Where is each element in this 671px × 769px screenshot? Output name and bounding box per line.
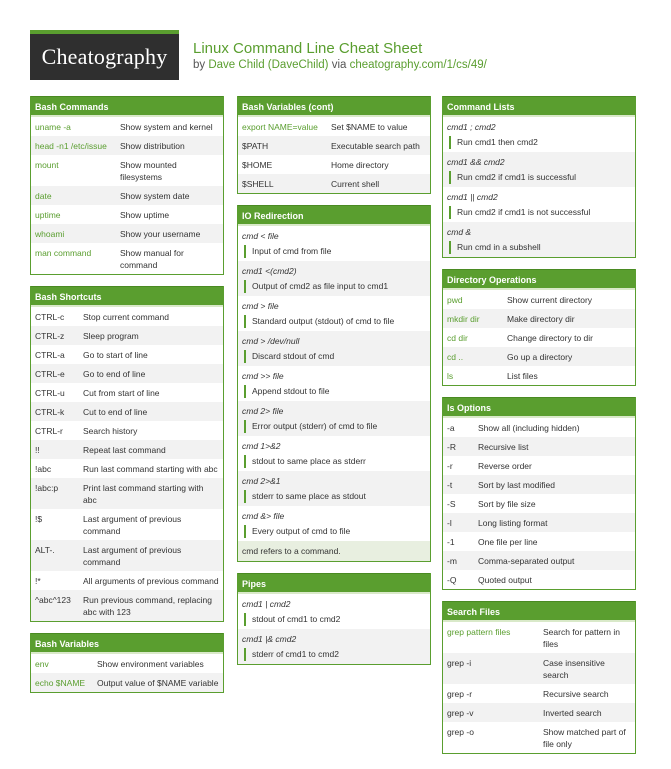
pairs (443, 117, 635, 257)
cheatography-logo[interactable]: Cheatography (30, 30, 179, 80)
table-row (31, 224, 223, 243)
description: Sort by file size (478, 499, 536, 509)
table-row (443, 456, 635, 475)
bash-variables-cont-section (237, 96, 431, 194)
description: Output value of $NAME variable (97, 678, 219, 688)
description: Make directory dir (507, 314, 575, 324)
description: Go to start of line (83, 350, 148, 360)
table-row (31, 155, 223, 186)
table-row (443, 437, 635, 456)
description: Run cmd1 then cmd2 (449, 136, 631, 149)
shortcut: CTRL-e (35, 369, 65, 379)
description: Last argument of previous command (83, 545, 182, 567)
command: cmd1 <(cmd2) (242, 266, 297, 276)
description: Recursive search (543, 689, 609, 699)
shortcut: !* (35, 576, 41, 586)
byline (193, 57, 487, 73)
command: cmd1 && cmd2 (447, 157, 505, 167)
shortcut: CTRL-a (35, 350, 65, 360)
description: Set $NAME to value (331, 122, 408, 132)
command: grep -v (447, 708, 474, 718)
table-row (31, 117, 223, 136)
command: grep -r (447, 689, 473, 699)
table-row (31, 478, 223, 509)
shortcut: CTRL-z (35, 331, 65, 341)
table-row (31, 402, 223, 421)
list-item (238, 331, 430, 366)
description: Go up a directory (507, 352, 573, 362)
description: stdout of cmd1 to cmd2 (244, 613, 426, 626)
description: Output of cmd2 as file input to cmd1 (244, 280, 426, 293)
list-item (443, 187, 635, 222)
table-row (443, 290, 635, 309)
list-item (238, 594, 430, 629)
option: -Q (447, 575, 457, 585)
rows (31, 117, 223, 274)
list-item (443, 152, 635, 187)
author-link[interactable]: Dave Child (DaveChild) (208, 59, 329, 71)
table-row (443, 551, 635, 570)
url-link[interactable]: cheatography.com/1/cs/49/ (349, 59, 487, 71)
description: Show manual for command (120, 248, 184, 270)
list-item (238, 436, 430, 471)
table-row (443, 653, 635, 684)
command: whoami (35, 229, 65, 239)
description: Show distribution (120, 141, 185, 151)
list-item (238, 401, 430, 436)
description: Sleep program (83, 331, 139, 341)
description: Run cmd in a subshell (449, 241, 631, 254)
table-row (443, 622, 635, 653)
list-item (443, 222, 635, 257)
variable-command: env (35, 659, 49, 669)
section-title: ls Options (443, 397, 635, 418)
shortcut: CTRL-u (35, 388, 65, 398)
description: Every output of cmd to file (244, 525, 426, 538)
table-row (31, 590, 223, 621)
command: man command (35, 248, 92, 258)
command: date (35, 191, 52, 201)
description: Home directory (331, 160, 389, 170)
table-row (31, 136, 223, 155)
shortcut: !! (35, 445, 40, 455)
rows (443, 622, 635, 753)
description: stderr of cmd1 to cmd2 (244, 648, 426, 661)
option: -t (447, 480, 453, 490)
table-row (31, 383, 223, 402)
description: Stop current command (83, 312, 169, 322)
table-row (443, 494, 635, 513)
description: Run cmd2 if cmd1 is not successful (449, 206, 631, 219)
description: Show all (including hidden) (478, 423, 580, 433)
shortcut: !abc:p (35, 483, 59, 493)
command: cmd &> file (242, 511, 285, 521)
command: mkdir dir (447, 314, 480, 324)
command: ls (447, 371, 454, 381)
command: grep -o (447, 727, 474, 737)
command: cmd 2>&1 (242, 476, 281, 486)
ls-options-section (442, 397, 636, 590)
option: -l (447, 518, 452, 528)
description: Change directory to dir (507, 333, 593, 343)
section-title: Bash Shortcuts (31, 286, 223, 307)
command: cmd > /dev/null (242, 336, 300, 346)
command: uname -a (35, 122, 71, 132)
table-row (443, 513, 635, 532)
shortcut: ^abc^123 (35, 595, 71, 605)
description: Append stdout to file (244, 385, 426, 398)
description: Show system and kernel (120, 122, 213, 132)
description: List files (507, 371, 538, 381)
table-row (31, 364, 223, 383)
section-title: Bash Variables (cont) (238, 96, 430, 117)
list-item (238, 296, 430, 331)
rows (31, 654, 223, 692)
description: Show matched part of file only (543, 727, 626, 749)
command: pwd (447, 295, 463, 305)
table-row (443, 703, 635, 722)
pairs (238, 226, 430, 541)
table-row (443, 366, 635, 385)
option: -r (447, 461, 453, 471)
description: stdout to same place as stderr (244, 455, 426, 468)
by-label: by (193, 59, 206, 71)
table-row (31, 540, 223, 571)
header (193, 40, 487, 73)
rows (443, 290, 635, 385)
directory-operations-section (442, 269, 636, 386)
option: -R (447, 442, 456, 452)
description: Show uptime (120, 210, 170, 220)
table-row (31, 307, 223, 326)
description: Show your username (120, 229, 201, 239)
table-row (443, 532, 635, 551)
description: Search history (83, 426, 138, 436)
table-row (443, 722, 635, 753)
list-item (238, 471, 430, 506)
command: cmd1 |& cmd2 (242, 634, 297, 644)
command: grep pattern files (447, 627, 511, 637)
command: cmd & (447, 227, 472, 237)
shortcut: CTRL-k (35, 407, 65, 417)
description: One file per line (478, 537, 538, 547)
list-item (238, 629, 430, 664)
shortcut: CTRL-c (35, 312, 65, 322)
bash-commands-section (30, 96, 224, 275)
command: cmd 2> file (242, 406, 284, 416)
description: Print last command starting with abc (83, 483, 204, 505)
table-row (31, 673, 223, 692)
pipes-section (237, 573, 431, 665)
description: Standard output (stdout) of cmd to file (244, 315, 426, 328)
section-title: Pipes (238, 573, 430, 594)
table-row (31, 459, 223, 478)
shortcut: ALT-. (35, 545, 55, 555)
command: cmd1 || cmd2 (447, 192, 498, 202)
description: Show current directory (507, 295, 593, 305)
table-row (238, 117, 430, 136)
rows (31, 307, 223, 621)
description: Discard stdout of cmd (244, 350, 426, 363)
command: uptime (35, 210, 61, 220)
table-row (31, 326, 223, 345)
table-row (31, 440, 223, 459)
io-redirection-section (237, 205, 431, 562)
list-item (238, 506, 430, 541)
command: grep -i (447, 658, 472, 668)
command: mount (35, 160, 59, 170)
section-note: cmd refers to a command. (238, 541, 430, 561)
command: cmd 1>&2 (242, 441, 281, 451)
variable: $HOME (242, 160, 273, 170)
shortcut: !$ (35, 514, 43, 524)
description: All arguments of previous command (83, 576, 219, 586)
table-row (443, 570, 635, 589)
option: -a (447, 423, 455, 433)
table-row (31, 205, 223, 224)
description: Sort by last modified (478, 480, 556, 490)
pairs (238, 594, 430, 664)
section-title: Bash Commands (31, 96, 223, 117)
column-3 (442, 96, 636, 765)
table-row (443, 684, 635, 703)
table-row (443, 328, 635, 347)
command: head -n1 /etc/issue (35, 141, 107, 151)
description: Run cmd2 if cmd1 is successful (449, 171, 631, 184)
description: Run last command starting with abc (83, 464, 218, 474)
table-row (443, 309, 635, 328)
table-row (238, 136, 430, 155)
description: stderr to same place as stdout (244, 490, 426, 503)
section-title: Command Lists (443, 96, 635, 117)
table-row (238, 155, 430, 174)
command: cmd1 ; cmd2 (447, 122, 496, 132)
table-row (31, 509, 223, 540)
description: Repeat last command (83, 445, 166, 455)
table-row (443, 418, 635, 437)
description: Comma-separated output (478, 556, 575, 566)
description: Error output (stderr) of cmd to file (244, 420, 426, 433)
table-row (31, 654, 223, 673)
description: Last argument of previous command (83, 514, 182, 536)
table-row (443, 475, 635, 494)
description: Show system date (120, 191, 190, 201)
description: Cut to end of line (83, 407, 148, 417)
command: cd .. (447, 352, 464, 362)
description: Show mounted filesystems (120, 160, 177, 182)
description: Run previous command, replacing abc with 123 (83, 595, 212, 617)
description: Recursive list (478, 442, 529, 452)
via-label: via (331, 59, 347, 71)
section-title: Directory Operations (443, 269, 635, 290)
rows (238, 117, 430, 193)
description: Long listing format (478, 518, 548, 528)
description: Reverse order (478, 461, 532, 471)
table-row (31, 421, 223, 440)
shortcut: !abc (35, 464, 52, 474)
option: -1 (447, 537, 455, 547)
description: Executable search path (331, 141, 420, 151)
option: -m (447, 556, 457, 566)
list-item (238, 366, 430, 401)
description: Quoted output (478, 575, 532, 585)
list-item (238, 226, 430, 261)
command: cd dir (447, 333, 468, 343)
description: Show environment variables (97, 659, 204, 669)
bash-shortcuts-section (30, 286, 224, 622)
section-title: IO Redirection (238, 205, 430, 226)
table-row (31, 186, 223, 205)
table-row (443, 347, 635, 366)
command: cmd > file (242, 301, 279, 311)
description: Cut from start of line (83, 388, 160, 398)
section-title: Bash Variables (31, 633, 223, 654)
table-row (31, 571, 223, 590)
section-title: Search Files (443, 601, 635, 622)
shortcut: CTRL-r (35, 426, 63, 436)
column-2 (237, 96, 431, 676)
option: -S (447, 499, 456, 509)
search-files-section (442, 601, 636, 754)
description: Inverted search (543, 708, 602, 718)
command: cmd1 | cmd2 (242, 599, 291, 609)
description: Current shell (331, 179, 380, 189)
description: Case insensitive search (543, 658, 605, 680)
description: Search for pattern in files (543, 627, 621, 649)
variable: $SHELL (242, 179, 274, 189)
table-row (31, 243, 223, 274)
table-row (238, 174, 430, 193)
command: cmd >> file (242, 371, 284, 381)
bash-variables-section (30, 633, 224, 693)
command-lists-section (442, 96, 636, 258)
table-row (31, 345, 223, 364)
page-title: Linux Command Line Cheat Sheet (193, 40, 423, 57)
description: Input of cmd from file (244, 245, 426, 258)
rows (443, 418, 635, 589)
column-1 (30, 96, 224, 704)
variable-command: echo $NAME (35, 678, 86, 688)
list-item (238, 261, 430, 296)
variable: $PATH (242, 141, 269, 151)
list-item (443, 117, 635, 152)
description: Go to end of line (83, 369, 146, 379)
command: cmd < file (242, 231, 279, 241)
variable: export NAME=value (242, 122, 318, 132)
